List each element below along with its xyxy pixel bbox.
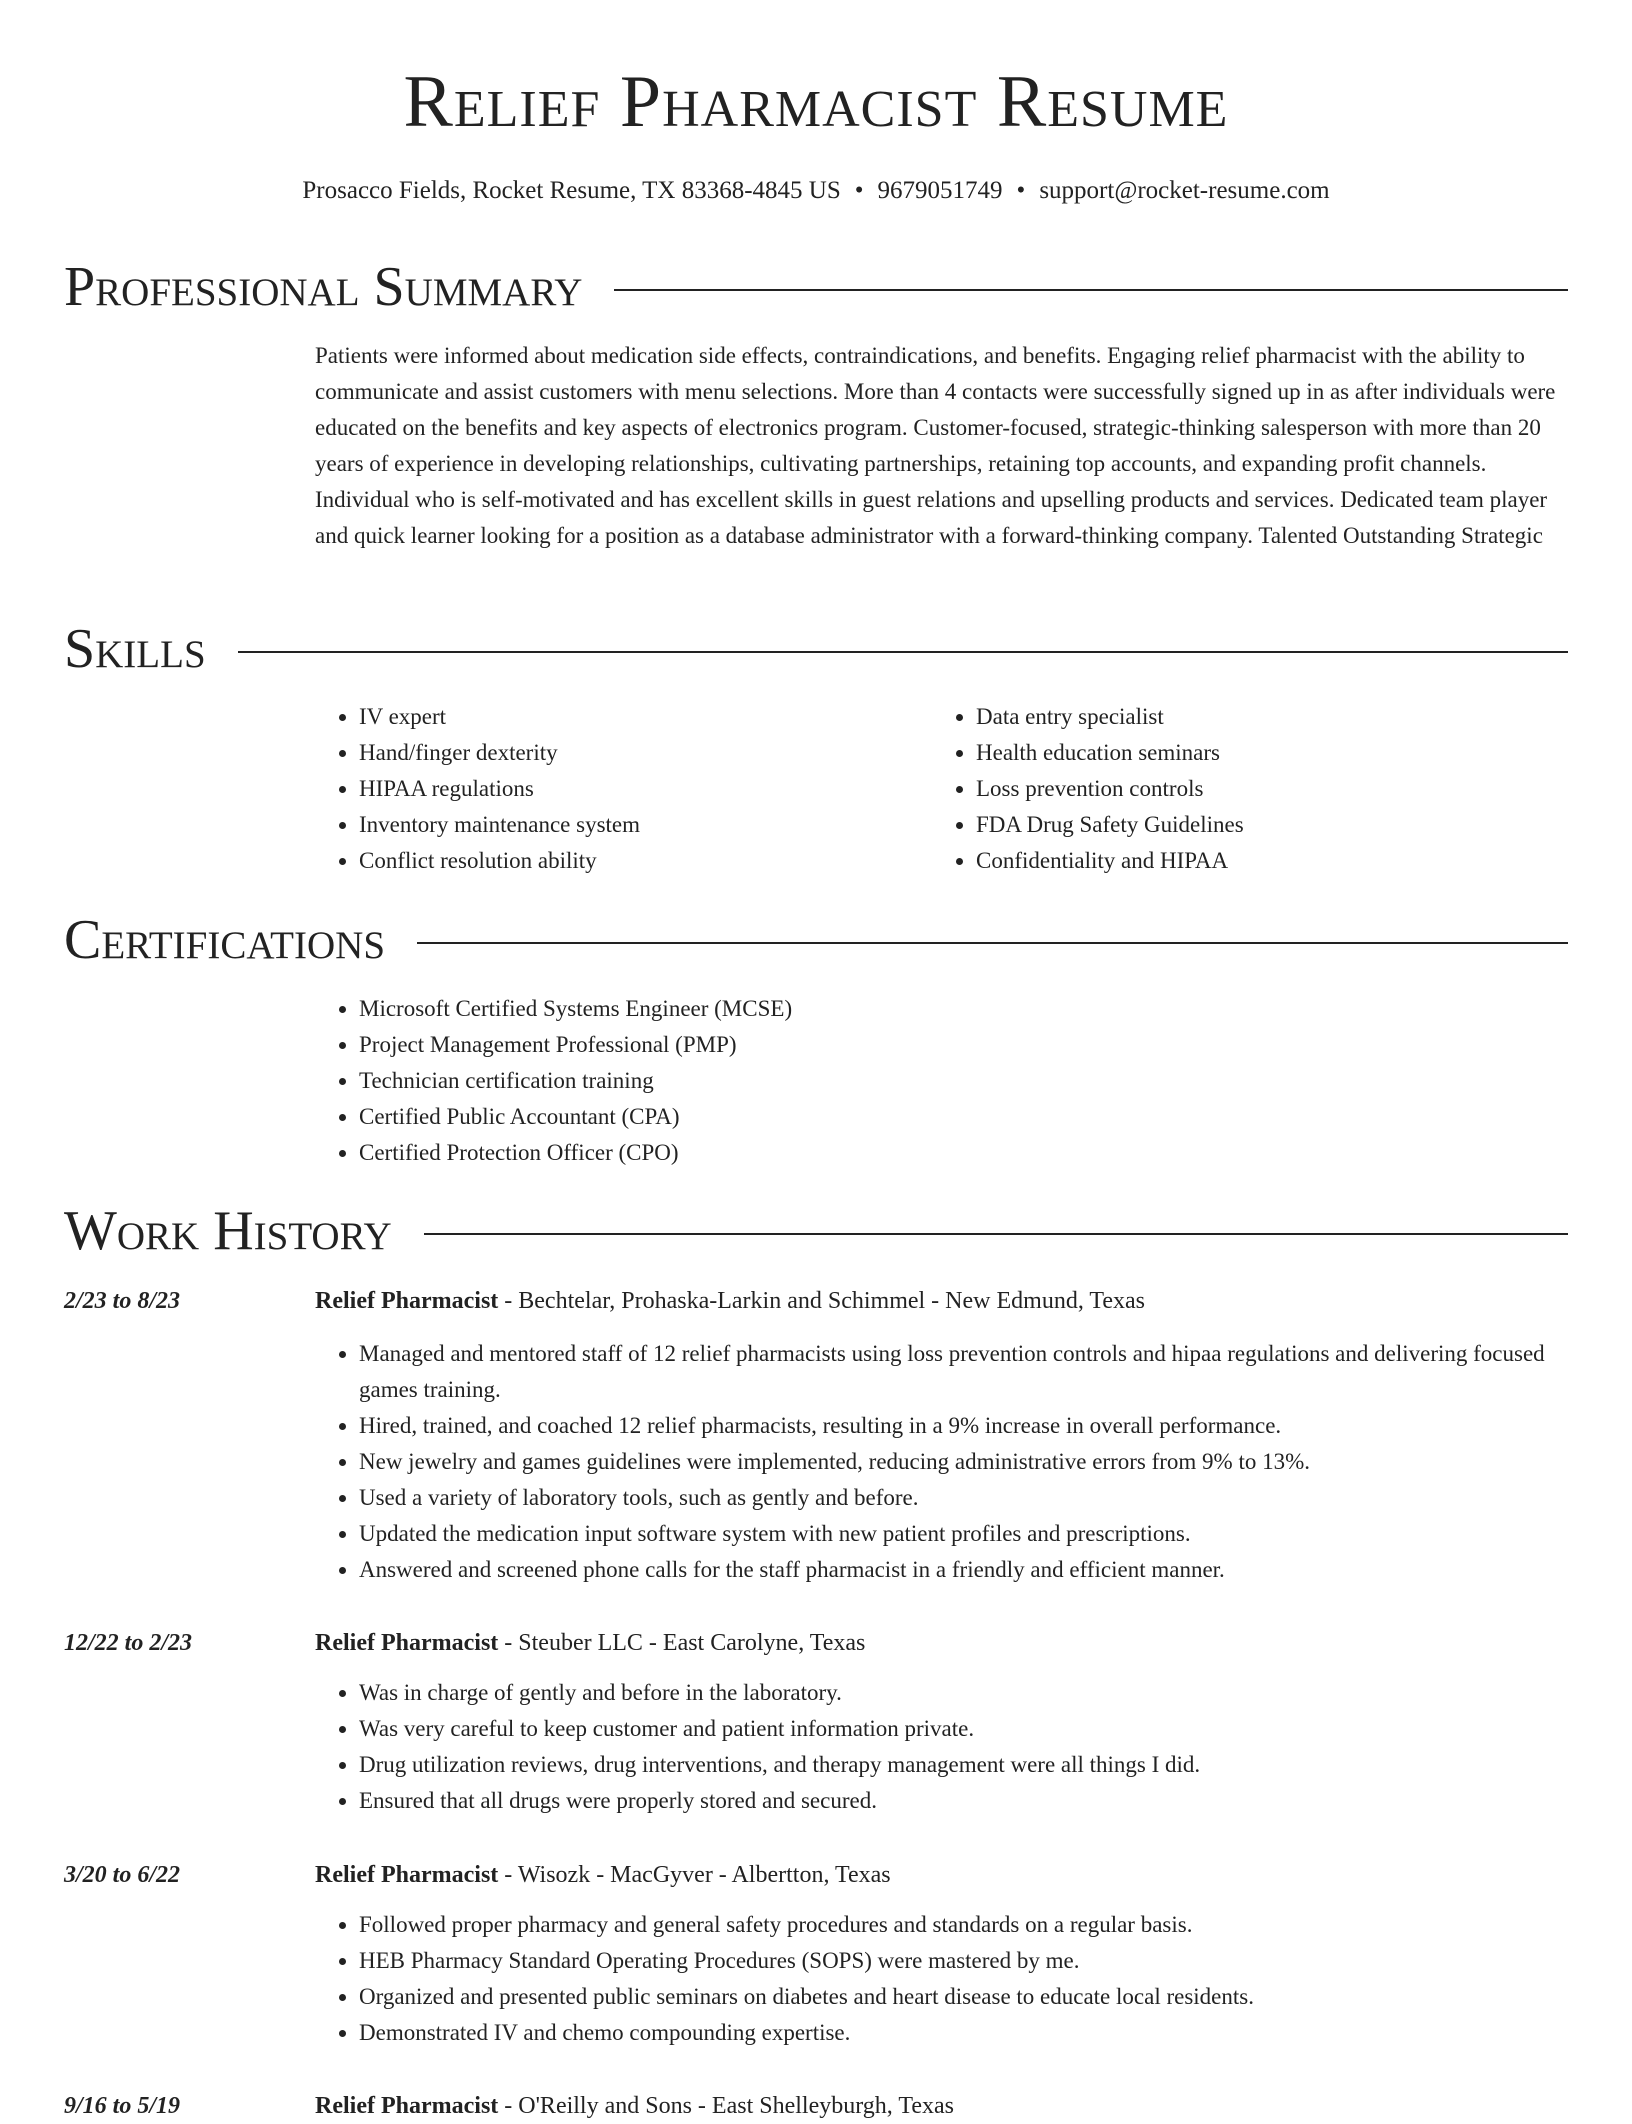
skill-item: • Health education seminars bbox=[976, 735, 1532, 771]
skill-item: • Confidentiality and HIPAA bbox=[976, 843, 1532, 879]
duty-item: • HEB Pharmacy Standard Operating Procedures (SOPS) were mastered by me. bbox=[359, 1943, 1568, 1979]
job-duties bbox=[315, 1336, 1568, 1588]
job-title: Relief Pharmacist bbox=[315, 1288, 499, 1314]
duty-item: • Demonstrated IV and chemo compounding expertise. bbox=[359, 2015, 1568, 2051]
job-employer: - Bechtelar, Prohaska-Larkin and Schimmel - New Edmund, Texas bbox=[498, 1288, 1146, 1314]
skill-item: • Conflict resolution ability bbox=[359, 843, 915, 879]
summary-text: Patients were informed about medication side effects, contraindications, and benefits. Engaging relief pharmacist with the ability to communicate and assist customers with menu selections. More than 4 contacts were successfully signed up in as after individuals were educated on the benefits and key aspects of electronics program. Customer-focused, strategic-thinking salesperson with more than 20 years of experience in developing relationships, cultivating partnerships, retaining top accounts, and expanding profit channels. Individual who is self-motivated and has excellent skills in guest relations and upselling products and services. Dedicated team player and quick learner looking for a position as a database administrator with a forward-thinking company. Talented Outstanding Strategic bbox=[315, 343, 1556, 548]
summary-section-header bbox=[64, 252, 1568, 322]
duty-item: • Was very careful to keep customer and patient information private. bbox=[359, 1711, 1568, 1747]
skill-item: • IV expert bbox=[359, 699, 915, 735]
skill-item: • Hand/finger dexterity bbox=[359, 735, 915, 771]
section-divider bbox=[238, 651, 1568, 653]
skill-item: • Loss prevention controls bbox=[976, 771, 1532, 807]
section-title-certifications: Certifications bbox=[64, 909, 386, 971]
section-title-skills: Skills bbox=[64, 618, 206, 680]
section-title-work: Work History bbox=[64, 1200, 392, 1262]
duty-item: • Used a variety of laboratory tools, such as gently and before. bbox=[359, 1480, 1568, 1516]
duty-item: • Managed and mentored staff of 12 relief pharmacists using loss prevention controls and hipaa regulations and delivering focused games training. bbox=[359, 1336, 1568, 1408]
job-employer: - Wisozk - MacGyver - Albertton, Texas bbox=[498, 1862, 891, 1888]
job-title: Relief Pharmacist bbox=[315, 1862, 499, 1888]
job-dates: 2/23 to 8/23 bbox=[64, 1288, 181, 1314]
phone: 9679051749 bbox=[877, 177, 1003, 204]
job-dates: 12/22 to 2/23 bbox=[64, 1630, 193, 1656]
job-title-line bbox=[315, 1625, 865, 1661]
duty-item: • Updated the medication input software system with new patient profiles and prescriptions. bbox=[359, 1516, 1568, 1552]
email: support@rocket-resume.com bbox=[1039, 177, 1330, 204]
duty-item: • Ensured that all drugs were properly stored and secured. bbox=[359, 1783, 1568, 1819]
section-divider bbox=[417, 942, 1568, 944]
skill-item: • Data entry specialist bbox=[976, 699, 1532, 735]
skill-item: • Inventory maintenance system bbox=[359, 807, 915, 843]
duty-item: • Drug utilization reviews, drug interventions, and therapy management were all things I did. bbox=[359, 1747, 1568, 1783]
job-title: Relief Pharmacist bbox=[315, 2093, 499, 2119]
duty-item: • Organized and presented public seminars on diabetes and heart disease to educate local residents. bbox=[359, 1979, 1568, 2015]
certification-item: • Technician certification training bbox=[359, 1063, 1315, 1099]
section-divider bbox=[614, 289, 1568, 291]
separator-dot: • bbox=[1016, 177, 1026, 204]
address: Prosacco Fields, Rocket Resume, TX 83368-4845 US bbox=[302, 177, 841, 204]
skill-item: • HIPAA regulations bbox=[359, 771, 915, 807]
skills-column-left bbox=[315, 699, 915, 879]
duty-item: • Hired, trained, and coached 12 relief pharmacists, resulting in a 9% increase in overall performance. bbox=[359, 1408, 1568, 1444]
duty-item: • Was in charge of gently and before in the laboratory. bbox=[359, 1675, 1568, 1711]
skills-column-right bbox=[932, 699, 1532, 879]
section-title-summary: Professional Summary bbox=[64, 256, 583, 318]
certification-item: • Certified Public Accountant (CPA) bbox=[359, 1099, 1315, 1135]
job-duties bbox=[315, 1907, 1568, 2051]
skills-section-header bbox=[64, 614, 1568, 684]
certification-item: • Certified Protection Officer (CPO) bbox=[359, 1135, 1315, 1171]
job-title-line bbox=[315, 1283, 1145, 1319]
section-divider bbox=[424, 1233, 1568, 1235]
separator-dot: • bbox=[854, 177, 864, 204]
work-section-header bbox=[64, 1196, 1568, 1266]
resume-title: Relief Pharmacist Resume bbox=[403, 61, 1229, 143]
certifications-section-header bbox=[64, 905, 1568, 975]
skill-item: • FDA Drug Safety Guidelines bbox=[976, 807, 1532, 843]
job-employer: - O'Reilly and Sons - East Shelleyburgh, Texas bbox=[498, 2093, 954, 2119]
job-duties bbox=[315, 1675, 1568, 1819]
certifications-list bbox=[315, 991, 1315, 1171]
job-dates: 3/20 to 6/22 bbox=[64, 1862, 181, 1888]
job-title-line bbox=[315, 1857, 891, 1893]
contact-line bbox=[0, 174, 1632, 208]
duty-item: • Followed proper pharmacy and general safety procedures and standards on a regular basis. bbox=[359, 1907, 1568, 1943]
job-employer: - Steuber LLC - East Carolyne, Texas bbox=[498, 1630, 866, 1656]
duty-item: • New jewelry and games guidelines were implemented, reducing administrative errors from 9% to 13%. bbox=[359, 1444, 1568, 1480]
job-title: Relief Pharmacist bbox=[315, 1630, 499, 1656]
duty-item: • Answered and screened phone calls for the staff pharmacist in a friendly and efficient manner. bbox=[359, 1552, 1568, 1588]
certification-item: • Project Management Professional (PMP) bbox=[359, 1027, 1315, 1063]
job-dates: 9/16 to 5/19 bbox=[64, 2093, 181, 2119]
job-title-line bbox=[315, 2088, 954, 2124]
certification-item: • Microsoft Certified Systems Engineer (MCSE) bbox=[359, 991, 1315, 1027]
